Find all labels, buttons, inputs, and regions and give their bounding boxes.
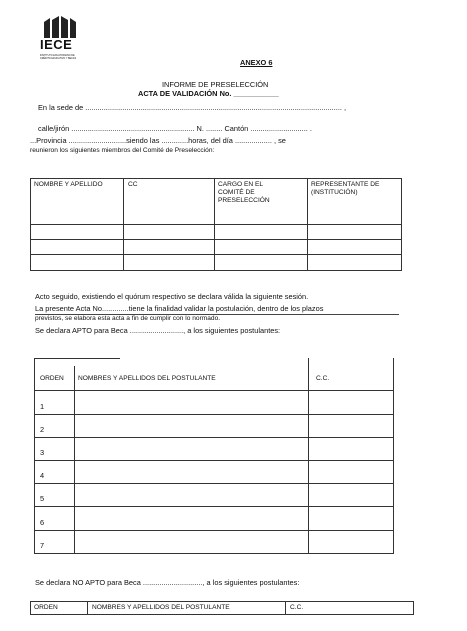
no-apto-header-nombres: NOMBRES Y APELLIDOS DEL POSTULANTE bbox=[92, 604, 230, 611]
apto-row-number: 1 bbox=[40, 402, 45, 411]
acta-line-2: La presente Acta No.............tiene la finalidad validar la postulación, dentro de los plazos bbox=[35, 304, 324, 313]
acta-line-4: Se declara APTO para Beca .........................., a los siguientes postulantes: bbox=[35, 326, 281, 335]
committee-table bbox=[30, 178, 402, 271]
no-apto-header-cc: C.C. bbox=[290, 604, 304, 611]
intro-line-2: calle/jirón ............................................................ N. ........ Cantón ............................ . bbox=[38, 124, 312, 133]
books-logo-icon bbox=[40, 16, 80, 38]
no-apto-header-orden: ORDEN bbox=[34, 604, 58, 611]
no-apto-table bbox=[30, 601, 414, 615]
intro-line-1: En la sede de ............................................................................................................................. , bbox=[38, 103, 347, 112]
apto-header-cc: C.C. bbox=[316, 375, 330, 382]
annex-label: ANEXO 6 bbox=[240, 58, 273, 67]
apto-row-number: 2 bbox=[40, 425, 45, 434]
apto-row-number: 4 bbox=[40, 471, 45, 480]
intro-line-4: reunieron los siguientes miembros del Comité de Preselección: bbox=[30, 147, 215, 154]
acta-line-3: previstos, se elabora esta acta a fin de cumplir con lo normado. bbox=[35, 315, 221, 322]
apto-row-number: 7 bbox=[40, 541, 45, 550]
intro-line-3: ...Provincia ............................siendo las .............horas, del día .................. , se bbox=[30, 136, 286, 145]
col-header-cc: CC bbox=[128, 181, 138, 188]
iece-logo bbox=[38, 16, 82, 66]
apto-row-number: 5 bbox=[40, 494, 45, 503]
no-apto-line: Se declara NO APTO para Beca ............................., a los siguientes postulantes: bbox=[35, 578, 300, 587]
col-header-cargo: CARGO EN EL COMITÉ DE PRESELECCIÓN bbox=[218, 181, 270, 204]
apto-header-nombres: NOMBRES Y APELLIDOS DEL POSTULANTE bbox=[78, 375, 216, 382]
acta-line-1: Acto seguido, existiendo el quórum respectivo se declara válida la siguiente sesión. bbox=[35, 292, 309, 301]
col-header-name: NOMBRE Y APELLIDO bbox=[34, 181, 103, 188]
apto-row-number: 3 bbox=[40, 448, 45, 457]
apto-row-number: 6 bbox=[40, 518, 45, 527]
col-header-representante: REPRESENTANTE DE (INSTITUCIÓN) bbox=[311, 181, 380, 196]
apto-table bbox=[34, 358, 394, 554]
acta-title: ACTA DE VALIDACIÓN No. ___________ bbox=[138, 89, 279, 98]
apto-header-orden: ORDEN bbox=[40, 375, 64, 382]
logo-subtitle: INSTITUTO ECUATORIANO DE CRÉDITO EDUCATIVO Y BECAS bbox=[40, 54, 77, 60]
logo-name: IECE bbox=[40, 37, 73, 52]
report-title: INFORME DE PRESELECCIÓN bbox=[162, 80, 269, 89]
